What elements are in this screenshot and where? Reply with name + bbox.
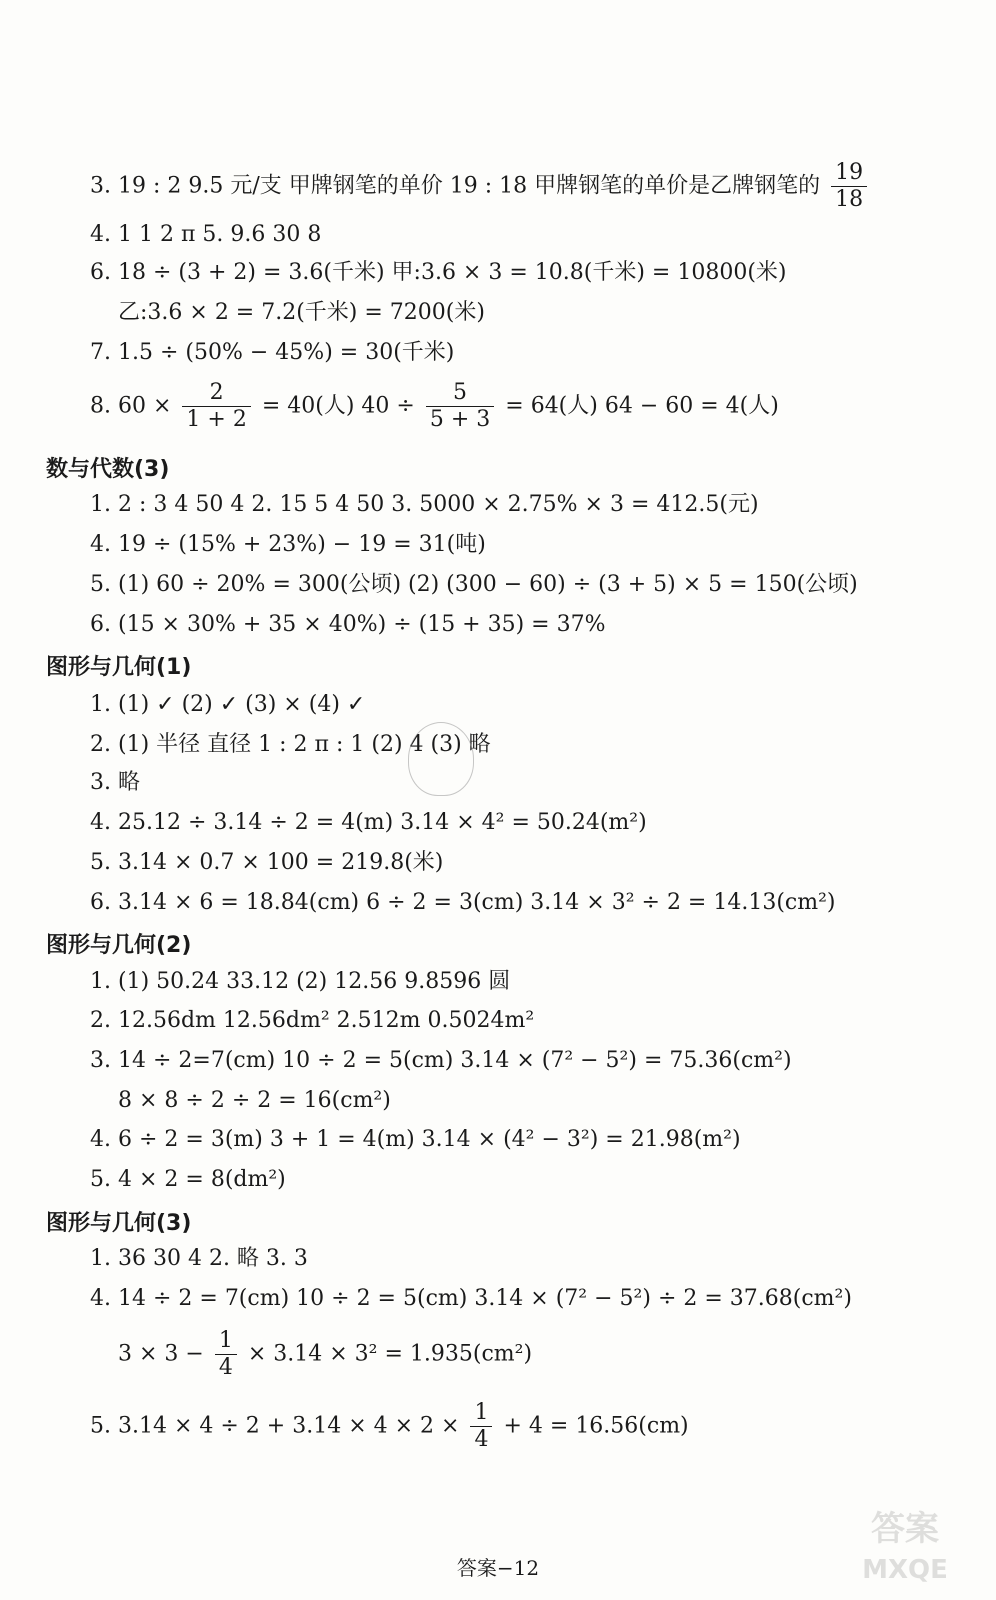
fraction (182, 380, 250, 433)
answer-line: 3. 14 ÷ 2=7(cm) 10 ÷ 2 = 5(cm) 3.14 × (7² − 5²) = 75.36(cm²) (90, 1048, 792, 1073)
fraction-numerator: 1 (218, 1328, 233, 1353)
answer-line: 6. (15 × 30% + 35 × 40%) ÷ (15 + 35) = 37% (90, 612, 606, 637)
answer-line: 5. 4 × 2 = 8(dm²) (90, 1167, 286, 1192)
section-title: 图形与几何(1) (46, 655, 192, 680)
fraction (831, 160, 867, 213)
fraction-numerator: 19 (835, 160, 864, 185)
fraction-numerator: 5 (453, 380, 468, 405)
fraction (426, 380, 494, 433)
answer-line: 4. 25.12 ÷ 3.14 ÷ 2 = 4(m) 3.14 × 4² = 50.24(m²) (90, 810, 647, 835)
section-title: 图形与几何(3) (46, 1211, 192, 1236)
answer-text: × 3.14 × 3² = 1.935(cm²) (247, 1341, 533, 1367)
section-title: 数与代数(3) (46, 457, 170, 482)
answer-text: = 64(人) 64 − 60 = 4(人) (505, 393, 779, 419)
answer-line: 1. (1) 50.24 33.12 (2) 12.56 9.8596 圆 (90, 969, 511, 994)
fraction-numerator: 1 (474, 1400, 489, 1425)
stamp-mark (408, 722, 474, 796)
fraction-denominator: 5 + 3 (426, 406, 494, 433)
answer-line: 4. 1 1 2 π 5. 9.6 30 8 (90, 222, 322, 247)
answer-text: = 40(人) 40 ÷ (261, 393, 415, 419)
answer-line (118, 1328, 532, 1381)
fraction-numerator: 2 (209, 380, 224, 405)
answer-line (90, 380, 779, 433)
answer-line: 1. 2 : 3 4 50 4 2. 15 5 4 50 3. 5000 × 2.75% × 3 = 412.5(元) (90, 492, 759, 517)
svg-text:答案: 答案 (871, 1509, 939, 1549)
answer-line: 7. 1.5 ÷ (50% − 45%) = 30(千米) (90, 340, 455, 365)
answer-line: 4. 19 ÷ (15% + 23%) − 19 = 31(吨) (90, 532, 486, 557)
fraction-denominator: 1 + 2 (182, 406, 250, 433)
answer-line: 5. 3.14 × 0.7 × 100 = 219.8(米) (90, 850, 444, 875)
answer-text: 3 × 3 − (118, 1341, 204, 1367)
fraction (470, 1400, 492, 1453)
answer-text: 8. 60 × (90, 393, 172, 419)
answer-line: 2. 12.56dm 12.56dm² 2.512m 0.5024m² (90, 1008, 535, 1033)
answer-text: 3. 19 : 2 9.5 元/支 甲牌钢笔的单价 19 : 18 甲牌钢笔的单价是乙牌钢笔的 (90, 173, 821, 199)
fraction-denominator: 4 (215, 1354, 237, 1381)
fraction-denominator: 18 (831, 186, 867, 213)
answer-line: 1. 36 30 4 2. 略 3. 3 (90, 1246, 308, 1271)
answer-line (90, 160, 871, 213)
answer-line: 2. (1) 半径 直径 1 : 2 π : 1 (2) 4 (3) 略 (90, 732, 491, 757)
answer-line: 6. 18 ÷ (3 + 2) = 3.6(千米) 甲:3.6 × 3 = 10.8(千米) = 10800(米) (90, 260, 787, 285)
answer-line: 3. 略 (90, 770, 140, 795)
answer-line: 1. (1) ✓ (2) ✓ (3) × (4) ✓ (90, 692, 366, 717)
answer-text: 5. 3.14 × 4 ÷ 2 + 3.14 × 4 × 2 × (90, 1413, 460, 1439)
answer-line: 6. 3.14 × 6 = 18.84(cm) 6 ÷ 2 = 3(cm) 3.14 × 3² ÷ 2 = 14.13(cm²) (90, 890, 836, 915)
answer-line: 4. 6 ÷ 2 = 3(m) 3 + 1 = 4(m) 3.14 × (4² − 3²) = 21.98(m²) (90, 1127, 741, 1152)
answer-line (90, 1400, 689, 1453)
answer-text: + 4 = 16.56(cm) (503, 1413, 689, 1439)
answer-line: 5. (1) 60 ÷ 20% = 300(公顷) (2) (300 − 60) ÷ (3 + 5) × 5 = 150(公顷) (90, 572, 858, 597)
answer-line: 乙:3.6 × 2 = 7.2(千米) = 7200(米) (118, 300, 485, 325)
answer-line: 8 × 8 ÷ 2 ÷ 2 = 16(cm²) (118, 1088, 391, 1113)
answer-line: 4. 14 ÷ 2 = 7(cm) 10 ÷ 2 = 5(cm) 3.14 × (7² − 5²) ÷ 2 = 37.68(cm²) (90, 1286, 852, 1311)
svg-text:MXQE: MXQE (862, 1555, 948, 1585)
fraction-denominator: 4 (470, 1426, 492, 1453)
fraction (215, 1328, 237, 1381)
section-title: 图形与几何(2) (46, 933, 192, 958)
page-footer: 答案−12 (456, 1556, 540, 1580)
